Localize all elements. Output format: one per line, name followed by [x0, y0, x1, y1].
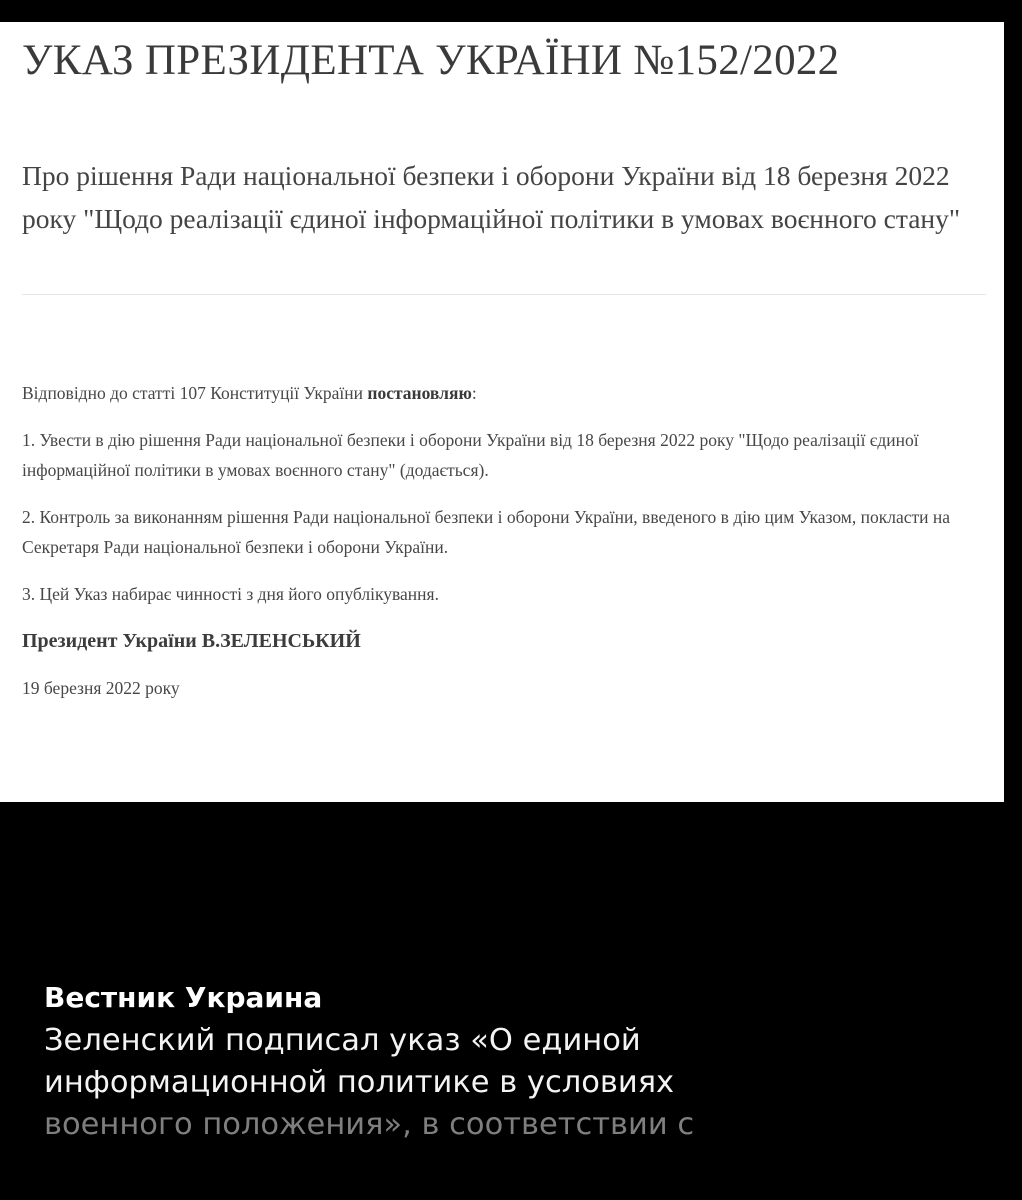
caption-line-2: информационной политике в условиях	[44, 1065, 675, 1100]
caption-line-3: военного положения», в соответствии с	[44, 1107, 695, 1142]
intro-paragraph	[22, 378, 972, 408]
clause-1: 1. Увести в дію рішення Ради національної безпеки і оборони України від 18 березня 2022 року "Щодо реалізації єдиної інформаційної політики в умовах воєнного стану" (додається).	[22, 430, 919, 480]
clause-3: 3. Цей Указ набирає чинності з дня його опублікування.	[22, 584, 439, 604]
intro-text: Відповідно до статті 107 Конституції України	[22, 383, 368, 403]
caption-line-1: Зеленский подписал указ «О единой	[44, 1023, 641, 1058]
intro-tail: :	[471, 383, 477, 403]
caption-text	[44, 1020, 984, 1146]
decree-heading: УКАЗ ПРЕЗИДЕНТА УКРАЇНИ №152/2022	[22, 37, 840, 84]
signature: Президент України В.ЗЕЛЕНСЬКИЙ	[22, 630, 361, 652]
caption-source: Вестник Украина	[44, 981, 323, 1014]
decree-body	[22, 378, 972, 703]
news-caption	[44, 976, 984, 1146]
signing-date: 19 березня 2022 року	[22, 678, 180, 698]
clause-2: 2. Контроль за виконанням рішення Ради національної безпеки і оборони України, введеного в дію цим Указом, покласти на Секретаря Ради національної безпеки і оборони України.	[22, 507, 951, 557]
intro-bold-word: постановляю	[367, 383, 472, 403]
divider	[22, 294, 986, 295]
decree-document	[0, 22, 1004, 802]
decree-subtitle: Про рішення Ради національної безпеки і оборони України від 18 березня 2022 року "Щодо реалізації єдиної інформаційної політики в умовах воєнного стану"	[22, 160, 961, 234]
